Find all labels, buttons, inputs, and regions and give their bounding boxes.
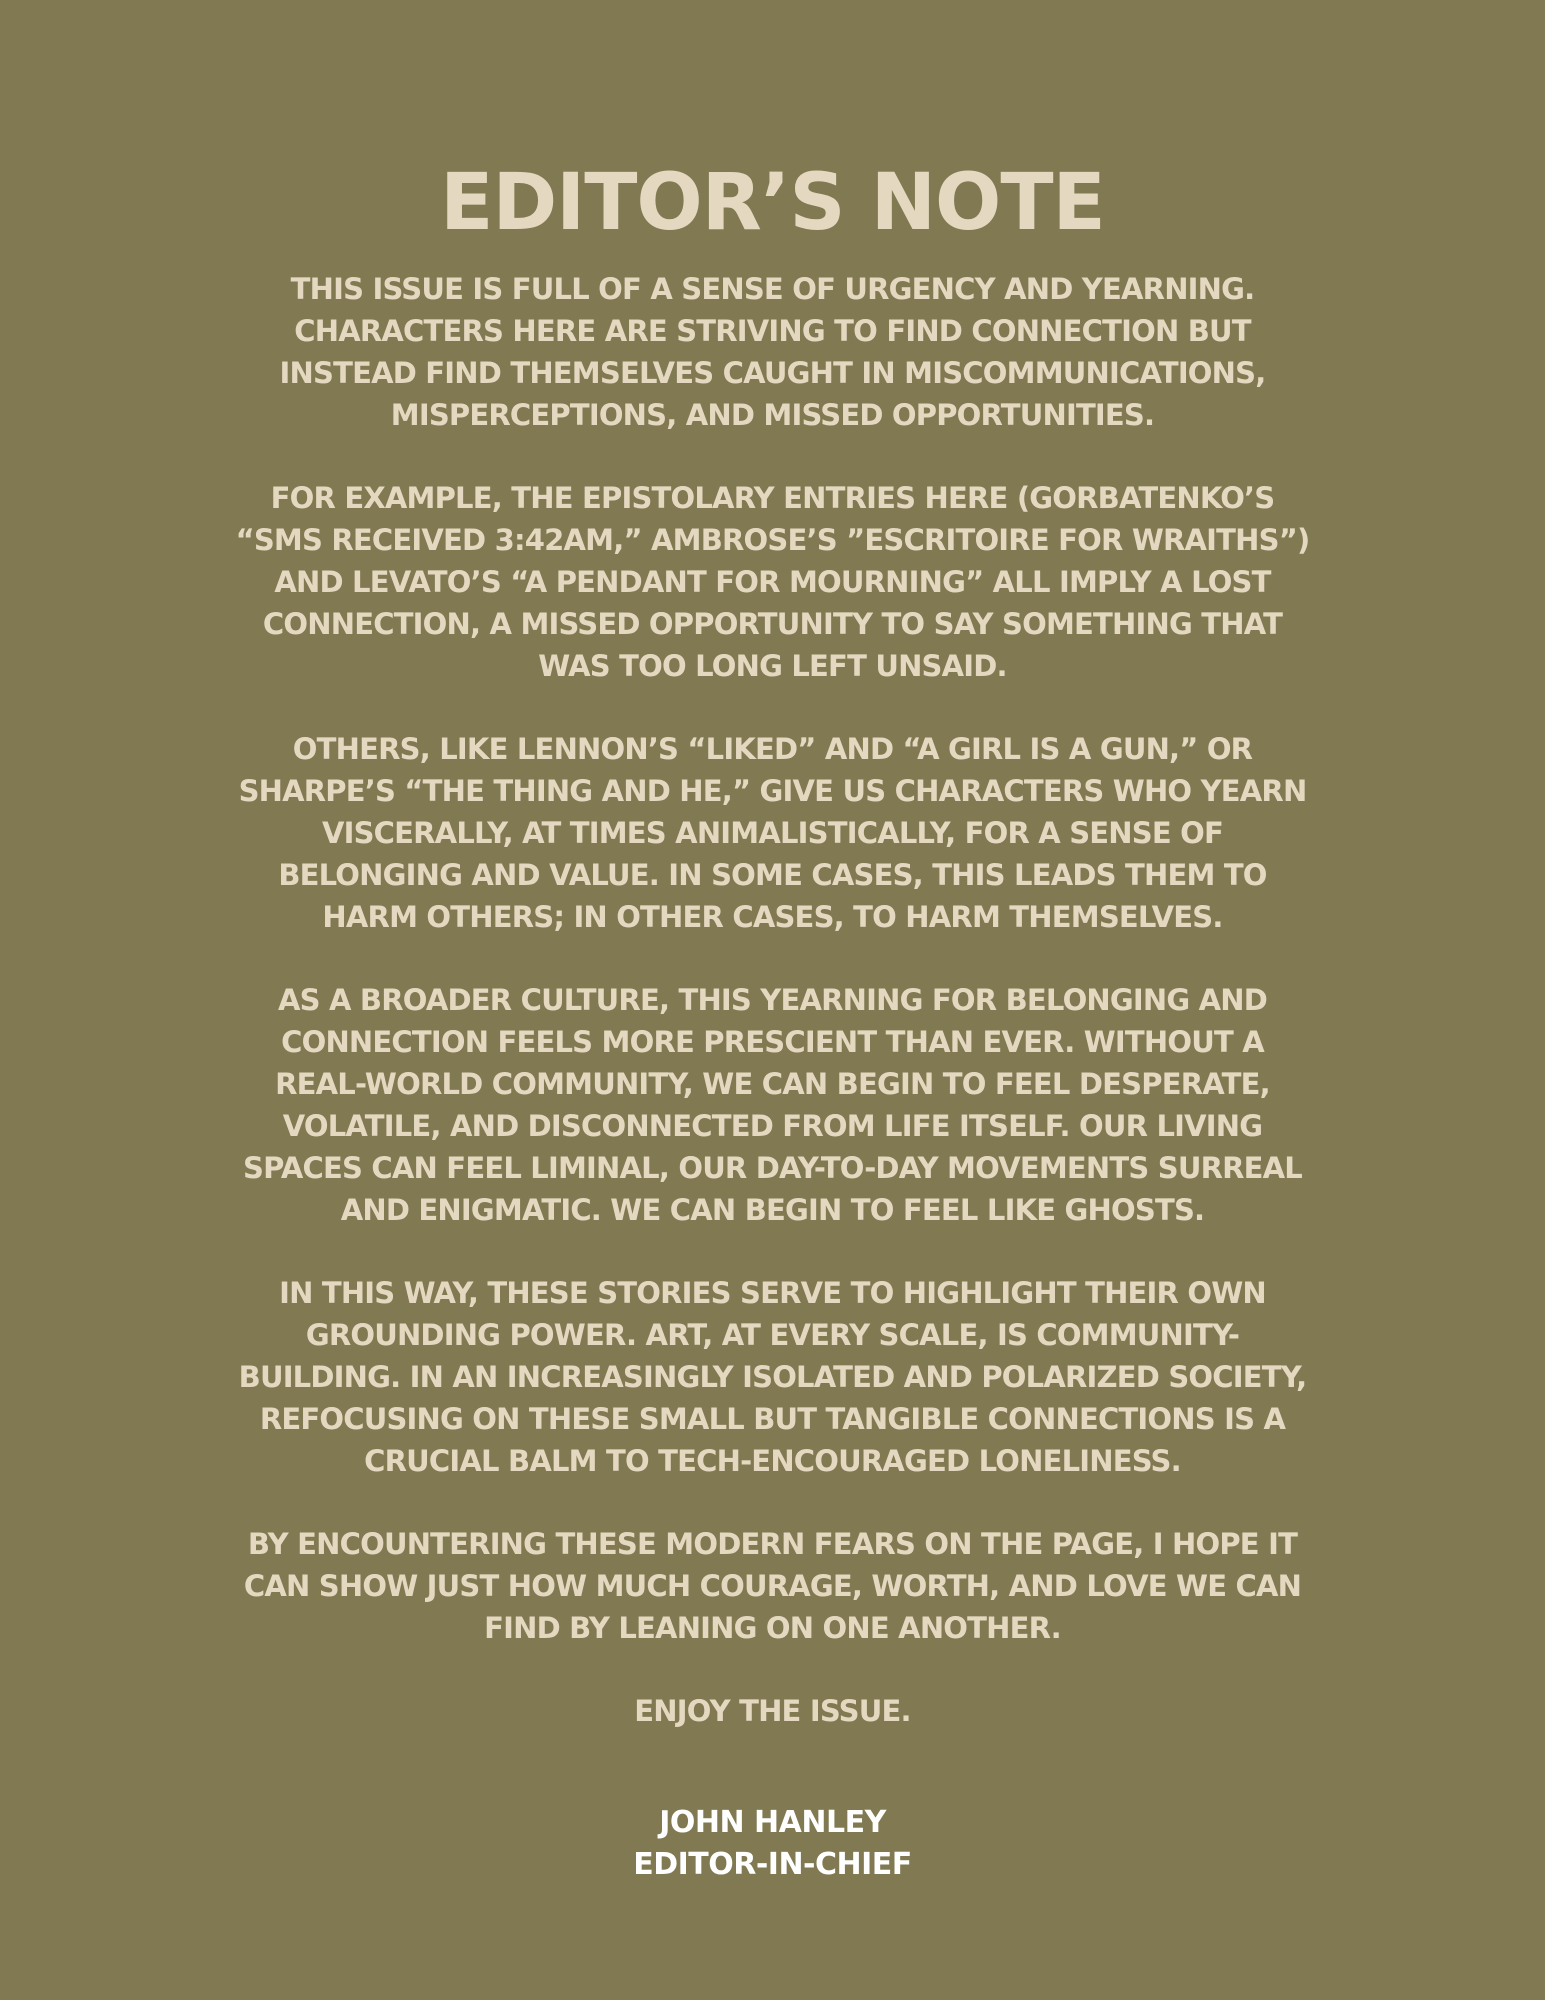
text-line: VISCERALLY, AT TIMES ANIMALISTICALLY, FOR A SENSE OF xyxy=(321,816,1224,850)
text-line: AS A BROADER CULTURE, THIS YEARNING FOR BELONGING AND xyxy=(277,983,1268,1017)
text-line: SPACES CAN FEEL LIMINAL, OUR DAY-TO-DAY MOVEMENTS SURREAL xyxy=(243,1151,1302,1185)
text-line: THIS ISSUE IS FULL OF A SENSE OF URGENCY AND YEARNING. xyxy=(290,272,1255,306)
text-line: MISPERCEPTIONS, AND MISSED OPPORTUNITIES. xyxy=(390,398,1155,432)
text-line: CONNECTION FEELS MORE PRESCIENT THAN EVER. WITHOUT A xyxy=(281,1025,1264,1059)
paragraph xyxy=(145,728,1400,938)
text-line: CAN SHOW JUST HOW MUCH COURAGE, WORTH, AND LOVE WE CAN xyxy=(243,1569,1302,1603)
text-line: OTHERS, LIKE LENNON’S “LIKED” AND “A GIRL IS A GUN,” OR xyxy=(292,732,1253,766)
text-line: GROUNDING POWER. ART, AT EVERY SCALE, IS COMMUNITY- xyxy=(305,1318,1240,1352)
paragraph xyxy=(145,1272,1400,1482)
text-line: SHARPE’S “THE THING AND HE,” GIVE US CHARACTERS WHO YEARN xyxy=(238,774,1307,808)
paragraph xyxy=(145,477,1400,687)
text-line: INSTEAD FIND THEMSELVES CAUGHT IN MISCOMMUNICATIONS, xyxy=(279,356,1266,390)
signature-name: JOHN HANLEY xyxy=(659,1805,886,1840)
text-line: REAL-WORLD COMMUNITY, WE CAN BEGIN TO FEEL DESPERATE, xyxy=(275,1067,1270,1101)
text-line: WAS TOO LONG LEFT UNSAID. xyxy=(538,649,1007,683)
text-line: VOLATILE, AND DISCONNECTED FROM LIFE ITSELF. OUR LIVING xyxy=(282,1109,1263,1143)
text-line: ENJOY THE ISSUE. xyxy=(634,1694,911,1728)
text-line: BELONGING AND VALUE. IN SOME CASES, THIS LEADS THEM TO xyxy=(278,858,1267,892)
text-line: IN THIS WAY, THESE STORIES SERVE TO HIGHLIGHT THEIR OWN xyxy=(279,1276,1266,1310)
text-line: FIND BY LEANING ON ONE ANOTHER. xyxy=(484,1611,1061,1645)
paragraph xyxy=(145,1523,1400,1649)
text-line: CRUCIAL BALM TO TECH-ENCOURAGED LONELINESS. xyxy=(364,1444,1181,1478)
text-line: BY ENCOUNTERING THESE MODERN FEARS ON THE PAGE, I HOPE IT xyxy=(247,1527,1298,1561)
page-title: EDITOR’S NOTE xyxy=(440,158,1105,248)
text-line: CONNECTION, A MISSED OPPORTUNITY TO SAY SOMETHING THAT xyxy=(262,607,1283,641)
text-line: REFOCUSING ON THESE SMALL BUT TANGIBLE CONNECTIONS IS A xyxy=(259,1402,1286,1436)
signature-role: EDITOR-IN-CHIEF xyxy=(633,1847,912,1882)
text-line: “SMS RECEIVED 3:42AM,” AMBROSE’S ”ESCRITOIRE FOR WRAITHS”) xyxy=(235,523,1310,557)
paragraph xyxy=(145,979,1400,1231)
text-line: HARM OTHERS; IN OTHER CASES, TO HARM THEMSELVES. xyxy=(322,900,1223,934)
paragraph xyxy=(145,268,1400,436)
note-body xyxy=(145,268,1400,1773)
text-line: AND ENIGMATIC. WE CAN BEGIN TO FEEL LIKE GHOSTS. xyxy=(340,1193,1205,1227)
closing-line xyxy=(145,1690,1400,1732)
text-line: CHARACTERS HERE ARE STRIVING TO FIND CONNECTION BUT xyxy=(294,314,1251,348)
text-line: AND LEVATO’S “A PENDANT FOR MOURNING” ALL IMPLY A LOST xyxy=(274,565,1271,599)
text-line: FOR EXAMPLE, THE EPISTOLARY ENTRIES HERE (GORBATENKO’S xyxy=(270,481,1275,515)
signature-block xyxy=(0,1802,1545,1886)
text-line: BUILDING. IN AN INCREASINGLY ISOLATED AND POLARIZED SOCIETY, xyxy=(238,1360,1307,1394)
